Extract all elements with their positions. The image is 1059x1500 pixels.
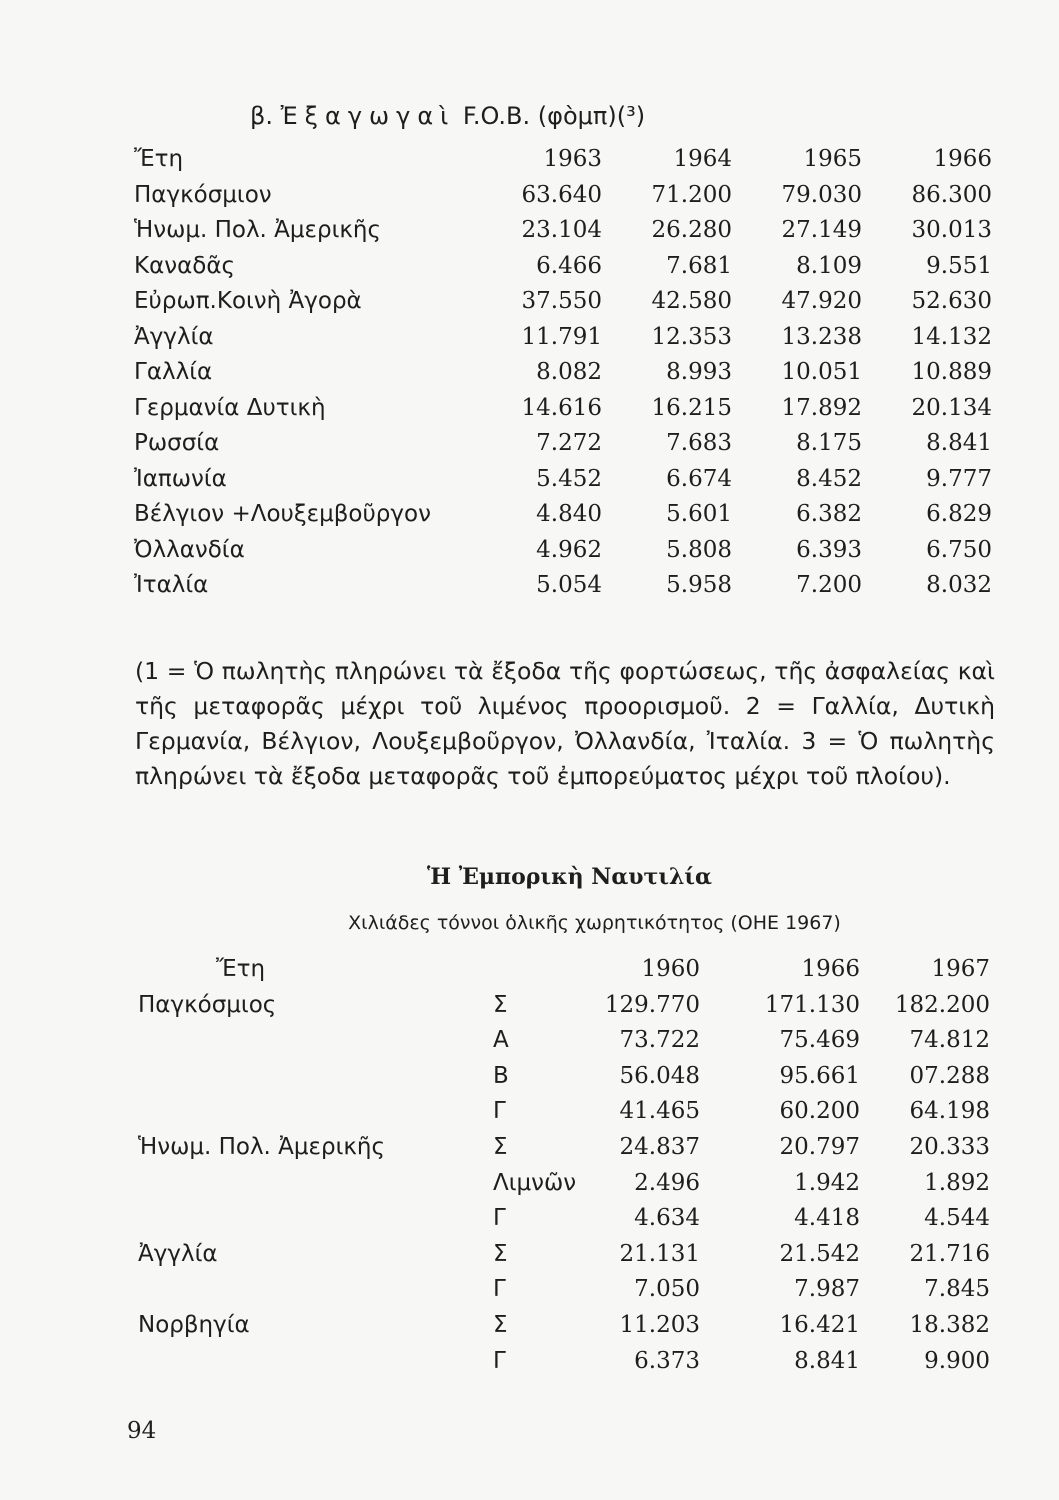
table-cell: 86.300 [911,181,992,208]
years-label: Ἔτη [216,956,266,982]
shipping-table [138,950,1008,1377]
table-cell: 12.353 [651,323,732,350]
table-row [138,1235,1008,1271]
row-code: Γ [493,1276,506,1303]
year-header: 1966 [801,956,860,982]
table-cell: 11.203 [619,1311,700,1338]
table-row [134,495,1004,531]
shipping-subtitle: Χιλιάδες τόννοι ὁλικῆς χωρητικότητος (ΟΗΕ 1967) [348,912,841,934]
table-cell: 9.900 [924,1347,990,1374]
table-cell: 21.131 [619,1240,700,1267]
table-cell: 16.215 [651,394,732,421]
exports-title [250,102,850,130]
table-cell: 1.942 [794,1169,860,1196]
table-cell: 21.716 [909,1240,990,1267]
row-label: Ἡνωμ. Πολ. Ἀμερικῆς [138,1133,385,1160]
table-cell: 75.469 [779,1027,860,1054]
table-cell: 6.829 [926,501,992,527]
table-cell: 20.333 [909,1133,990,1160]
table-cell: 56.048 [619,1062,700,1089]
table-cell: 4.418 [794,1205,860,1232]
table-row [134,460,1004,496]
table-cell: 7.272 [536,430,602,456]
table-cell: 21.542 [779,1240,860,1267]
table-cell: 13.238 [781,323,862,350]
page-number: 94 [127,1418,157,1444]
exports-title-suffix: F.O.B. (φὸμπ)(³) [455,102,646,130]
row-label: Γαλλία [134,359,213,385]
table-cell: 8.109 [796,252,862,279]
table-row [134,353,1004,389]
row-label: Παγκόσμιον [134,181,272,208]
table-cell: 8.841 [794,1347,860,1374]
row-label: Βέλγιον +Λουξεμβοῦργον [134,501,431,527]
table-cell: 6.466 [536,252,602,279]
row-label: Γερμανία Δυτικὴ [134,394,326,421]
row-label: Ἰταλία [134,572,209,598]
exports-title-prefix: β. [250,102,281,130]
row-label: Ρωσσία [134,430,220,456]
table-cell: 9.777 [926,465,992,492]
table-cell: 64.198 [909,1098,990,1125]
row-label: Ἰαπωνία [134,465,227,492]
table-cell: 7.683 [666,430,732,456]
table-cell: 5.054 [536,572,602,598]
table-cell: 11.791 [521,323,602,350]
table-cell: 52.630 [911,288,992,314]
table-cell: 9.551 [926,252,992,279]
table-row [138,1270,1008,1306]
table-row [138,1306,1008,1342]
table-cell: 2.496 [634,1169,700,1196]
years-label: Ἔτη [134,146,184,172]
table-cell: 41.465 [619,1098,700,1125]
table-cell: 7.200 [796,572,862,598]
table-cell: 7.987 [794,1276,860,1303]
row-code: Σ [493,1311,508,1338]
table-cell: 17.892 [781,394,862,421]
exports-header-row [134,140,1004,176]
table-cell: 14.132 [911,323,992,350]
table-cell: 8.032 [926,572,992,598]
table-row [138,1057,1008,1093]
footnote-paragraph: (1 = Ὁ πωλητὴς πληρώνει τὰ ἔξοδα τῆς φορτώσεως, τῆς ἀσφαλείας καὶ τῆς μεταφορᾶς μέχρι τοῦ λιμένος προορισμοῦ. 2 = Γαλλία, Δυτικὴ Γερμανία, Βέλγιον, Λουξεμβοῦργον, Ὀλλανδία, Ἰταλία. 3 = Ὁ πωλητὴς πληρώνει τὰ ἔξοδα μεταφορᾶς τοῦ ἐμπορεύματος μέχρι τοῦ πλοίου). [135,657,995,790]
table-cell: 24.837 [619,1133,700,1160]
table-cell: 182.200 [894,991,990,1018]
table-cell: 6.750 [926,536,992,563]
table-cell: 07.288 [909,1062,990,1089]
row-code: Σ [493,1240,508,1267]
table-cell: 5.452 [536,465,602,492]
table-cell: 14.616 [521,394,602,421]
exports-body [134,176,1004,602]
table-cell: 129.770 [604,991,700,1018]
table-cell: 18.382 [909,1311,990,1338]
table-cell: 27.149 [781,217,862,243]
table-row [138,1164,1008,1200]
table-cell: 8.993 [666,359,732,385]
table-cell: 74.812 [909,1027,990,1054]
table-cell: 20.134 [911,394,992,421]
table-cell: 6.674 [666,465,732,492]
table-cell: 4.634 [634,1205,700,1232]
row-label: Νορβηγία [138,1311,250,1338]
row-label: Ἡνωμ. Πολ. Ἀμερικῆς [134,217,381,243]
table-row [134,282,1004,318]
year-header: 1965 [803,146,862,172]
row-code: Σ [493,991,508,1018]
table-row [138,986,1008,1022]
table-row [134,247,1004,283]
row-label: Ὀλλανδία [134,536,245,563]
year-header: 1967 [931,956,990,982]
row-label: Εὐρωπ.Κοινὴ Ἀγορὰ [134,288,362,314]
table-cell: 60.200 [779,1098,860,1125]
table-cell: 4.544 [924,1205,990,1232]
exports-title-word: Ἐξαγωγαὶ [280,102,456,130]
table-cell: 16.421 [779,1311,860,1338]
table-cell: 1.892 [924,1169,990,1196]
row-code: Σ [493,1133,508,1160]
row-label: Παγκόσμιος [138,991,277,1018]
table-row [138,1199,1008,1235]
table-cell: 20.797 [779,1133,860,1160]
row-label: Καναδᾶς [134,252,235,279]
exports-table [134,140,1004,602]
table-cell: 8.452 [796,465,862,492]
table-row [138,1128,1008,1164]
table-cell: 4.840 [536,501,602,527]
table-row [134,318,1004,354]
table-cell: 42.580 [651,288,732,314]
table-cell: 8.841 [926,430,992,456]
table-cell: 5.958 [666,572,732,598]
table-cell: 10.051 [781,359,862,385]
shipping-body [138,986,1008,1378]
row-code: Γ [493,1347,506,1374]
row-code: Γ [493,1098,506,1125]
row-label: Ἀγγλία [138,1240,218,1267]
table-row [134,424,1004,460]
table-cell: 7.681 [666,252,732,279]
table-cell: 73.722 [619,1027,700,1054]
row-label: Ἀγγλία [134,323,214,350]
table-cell: 95.661 [779,1062,860,1089]
table-cell: 4.962 [536,536,602,563]
table-row [134,389,1004,425]
table-cell: 23.104 [521,217,602,243]
table-cell: 6.393 [796,536,862,563]
table-cell: 6.382 [796,501,862,527]
year-header: 1963 [543,146,602,172]
table-cell: 30.013 [911,217,992,243]
row-code: Β [493,1062,509,1089]
table-cell: 171.130 [764,991,860,1018]
table-cell: 8.175 [796,430,862,456]
table-cell: 37.550 [521,288,602,314]
table-cell: 26.280 [651,217,732,243]
table-row [138,1342,1008,1378]
table-row [138,1021,1008,1057]
table-cell: 5.808 [666,536,732,563]
table-cell: 63.640 [521,181,602,208]
table-cell: 8.082 [536,359,602,385]
year-header: 1964 [673,146,732,172]
table-cell: 79.030 [781,181,862,208]
table-row [134,531,1004,567]
table-row [138,1092,1008,1128]
shipping-title: Ἡ Ἐμπορικὴ Ναυτιλία [427,864,712,890]
table-cell: 47.920 [781,288,862,314]
table-row [134,566,1004,602]
table-cell: 5.601 [666,501,732,527]
row-code: Γ [493,1205,506,1232]
table-cell: 10.889 [911,359,992,385]
row-code: Α [493,1027,509,1054]
row-code: Λιμνῶν [493,1169,577,1196]
shipping-header-row [138,950,1008,986]
table-cell: 7.845 [924,1276,990,1303]
table-cell: 7.050 [634,1276,700,1303]
year-header: 1960 [641,956,700,982]
table-row [134,211,1004,247]
table-row [134,176,1004,212]
table-cell: 71.200 [651,181,732,208]
year-header: 1966 [933,146,992,172]
table-cell: 6.373 [634,1347,700,1374]
